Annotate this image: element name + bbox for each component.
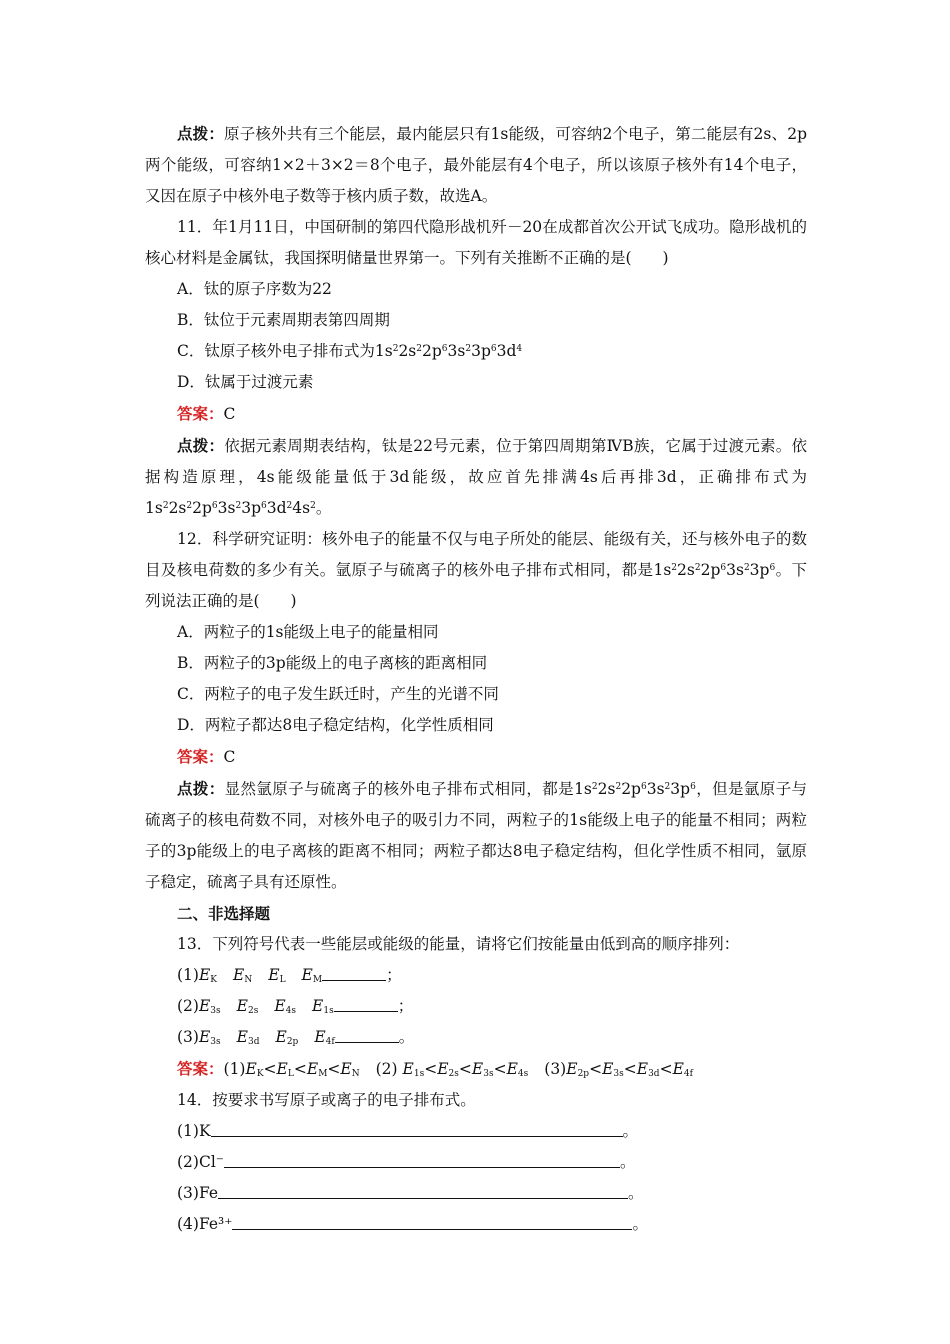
q12-stem-tail: 。下列说法正确的是( )	[145, 561, 807, 610]
q13-line-1-end: ；	[386, 966, 402, 984]
q12-stem-text: 12．科学研究证明：核外电子的能量不仅与电子所处的能层、能级有关，还与核外电子的数目及核电荷数的多少有关。氩原子与硫离子的核外电子排布式相同，都是	[145, 530, 807, 579]
q11-answer	[145, 398, 807, 430]
q14-line-4	[145, 1209, 807, 1240]
q12-hint-formula: $1s^22s^22p^63s^23p^6$	[574, 780, 696, 798]
q11-answer-label: 答案：	[177, 404, 224, 423]
q11-option-c	[145, 336, 807, 367]
q10-hint-label: 点拨：	[177, 124, 225, 143]
q12-option-c: C．两粒子的电子发生跃迁时，产生的光谱不同	[177, 685, 499, 703]
q14-line-3-label: (3)Fe	[177, 1184, 219, 1202]
q13-answer: 答案：$(1)E_K<E_L<E_M<E_N$ (2) $E_{1s}<E_{2s}<E_{3s}<E_{4s}$ $(3)E_{2p}<E_{3s}<E_{3d}<E_{4f}$	[177, 1059, 693, 1079]
q13-blank-3[interactable]	[335, 1028, 399, 1043]
q13-answer-2-num: (2)	[375, 1060, 398, 1078]
q12-answer-label: 答案：	[177, 747, 224, 766]
section-heading: 二、非选择题	[177, 904, 271, 923]
q11-hint-text: 依据元素周期表结构，钛是22号元素，位于第四周期第ⅣB族，它属于过渡元素。依据构造原理，4s能级能量低于3d能级，故应首先排满4s后再排3d，正确排布式为	[145, 437, 807, 486]
q12-answer-value: C	[223, 748, 236, 766]
q12-option-b: B．两粒子的3p能级上的电子离核的距离相同	[177, 654, 488, 672]
q11-option-c-formula: $1s^22s^22p^63s^23p^63d^4$	[374, 342, 523, 360]
q11-option-c-text: C．钛原子核外电子排布式为	[177, 342, 375, 360]
q13-line-2-end: ；	[397, 997, 414, 1015]
q12-hint-label: 点拨：	[177, 779, 225, 798]
q13-blank-1[interactable]	[322, 966, 386, 981]
q13-line-1-num: (1)	[177, 966, 199, 984]
q14-line-1	[145, 1116, 807, 1147]
q12-answer	[145, 741, 807, 773]
q10-hint-text: 原子核外共有三个能层，最内能层只有1s能级，可容纳2个电子，第二能层有2s、2p两个能级，可容纳1×2＋3×2＝8个电子，最外能层有4个电子，所以该原子核外有14个电子，又因在原子中核外电子数等于核内质子数，故选A。	[145, 125, 807, 205]
q14-line-1-end: 。	[622, 1122, 639, 1140]
q11-answer-value: C	[223, 405, 236, 423]
q14-line-2-end: 。	[619, 1153, 636, 1171]
q14-blank-3[interactable]	[218, 1184, 628, 1199]
q11-hint-formula: $1s^22s^22p^63s^23p^63d^24s^2$。	[145, 499, 332, 517]
q11-hint	[145, 430, 807, 524]
q12-hint-post: ，但是氩原子与硫离子的核电荷数不同，对核外电子的吸引力不同，两粒子的1s能级上电子的能量不相同；两粒子的3p能级上的电子离核的距离不相同；两粒子都达8电子稳定结构，但化学性质不相同，氩原子稳定，硫离子具有还原性。	[145, 780, 807, 891]
q13-line-2: $(2)E_{3s}$ $E_{2s}$ $E_{4s}$ $E_{1s}$ ；	[177, 997, 414, 1016]
q14-blank-4[interactable]	[232, 1215, 632, 1230]
q13-line-3-num: (3)	[177, 1028, 199, 1046]
q13-line-1: $(1)E_K$ $E_N$ $E_L$ $E_M$ ；	[177, 966, 402, 985]
q14-stem: 14．按要求书写原子或离子的电子排布式。	[177, 1091, 476, 1109]
q13-line-3: $(3)E_{3s}$ $E_{3d}$ $E_{2p}$ $E_{4f}$ 。	[177, 1028, 415, 1047]
q12-stem	[145, 524, 807, 617]
worksheet-page	[145, 118, 807, 1240]
q12-hint-pre: 显然氩原子与硫离子的核外电子排布式相同，都是	[224, 780, 575, 798]
q14-line-3-end: 。	[628, 1184, 644, 1202]
q14-line-2-label: (2)Cl⁻	[177, 1153, 224, 1171]
q14-blank-1[interactable]	[211, 1122, 623, 1137]
q13-line-3-end: 。	[398, 1028, 415, 1046]
q11-option-b: B．钛位于元素周期表第四周期	[177, 311, 390, 329]
q14-line-1-label: (1)K	[177, 1122, 211, 1140]
q14-blank-2[interactable]	[224, 1153, 620, 1168]
q12-option-d: D．两粒子都达8电子稳定结构，化学性质相同	[177, 716, 494, 734]
q12-stem-formula: $1s^22s^22p^63s^23p^6$	[653, 561, 776, 579]
q11-stem: 11．年1月11日，中国研制的第四代隐形战机歼－20在成都首次公开试飞成功。隐形战机的核心材料是金属钛，我国探明储量世界第一。下列有关推断不正确的是( )	[145, 218, 807, 267]
q11-hint-label: 点拨：	[177, 436, 225, 455]
q11-option-d: D．钛属于过渡元素	[177, 373, 314, 391]
q13-answer-3-num: (3)	[544, 1060, 567, 1078]
q14-line-2	[145, 1147, 807, 1178]
q14-line-3	[145, 1178, 807, 1209]
q10-hint	[145, 118, 807, 212]
q13-stem: 13．下列符号代表一些能层或能级的能量，请将它们按能量由低到高的顺序排列：	[177, 935, 740, 953]
q14-line-4-label: (4)Fe³⁺	[177, 1215, 233, 1233]
q14-line-4-end: 。	[632, 1215, 648, 1233]
q13-line-2-num: (2)	[177, 997, 199, 1015]
q13-blank-2[interactable]	[334, 997, 398, 1012]
q12-option-a: A．两粒子的1s能级上电子的能量相同	[177, 623, 439, 641]
q13-answer-1-num: (1)	[223, 1060, 246, 1078]
q13-answer-label: 答案：	[177, 1059, 224, 1078]
q11-option-a: A．钛的原子序数为22	[177, 280, 332, 298]
q12-hint	[145, 773, 807, 898]
